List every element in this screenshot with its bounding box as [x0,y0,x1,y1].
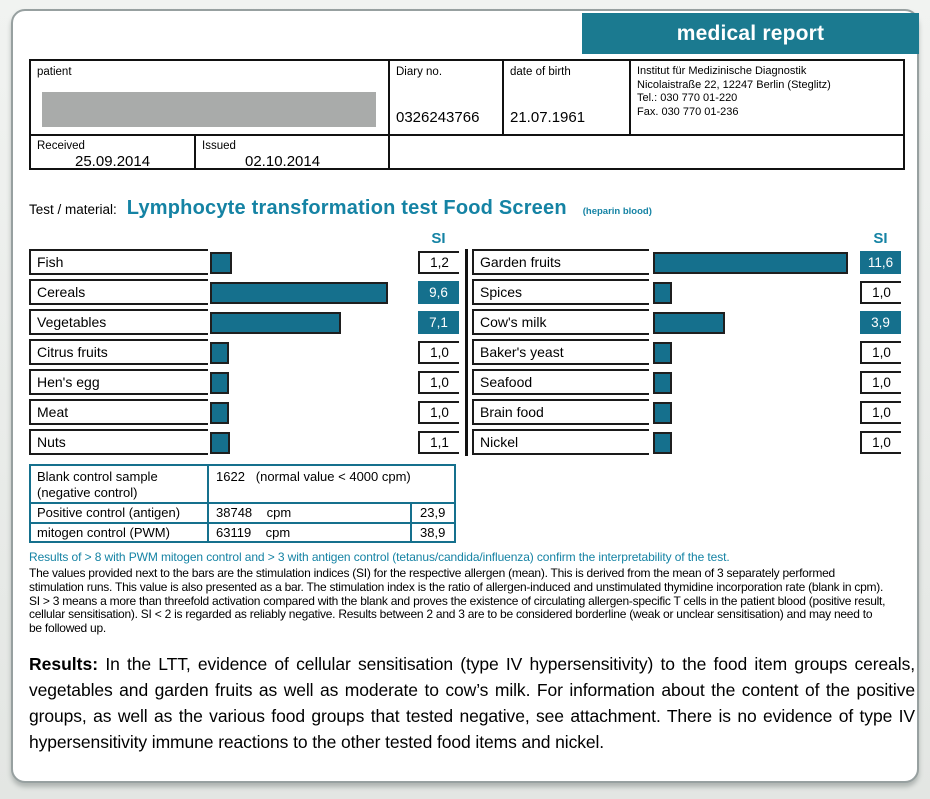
test-material-label: Test / material: [29,202,117,217]
mitogen-control-unit: cpm [265,525,291,540]
date-of-birth-label: date of birth [510,66,571,78]
blank-control-label-line1: Blank control sample [37,469,158,484]
si-bar [653,342,672,364]
si-bar [210,432,230,454]
issued-value: 02.10.2014 [245,153,321,170]
positive-control-value [216,505,291,520]
allergen-label: Citrus fruits [29,339,208,365]
mitogen-control-label: mitogen control (PWM) [37,525,170,540]
blank-control-label-line2: (negative control) [37,485,138,500]
si-header-right: SI [873,230,888,247]
results-text: In the LTT, evidence of cellular sensitisation (type IV hypersensitivity) to the food item groups cereals, vegetables and garden fruits as well as moderate to cow’s milk. For information about the content of the positive groups, as well as the various food groups that tested negative, see attachment. There is no evidence of type IV hypersensitivity immune reactions to the other tested food items and nickel. [29,654,916,752]
positive-control-cpm: 38748 [216,505,253,520]
chart-row [472,429,908,459]
si-bar [653,402,672,424]
positive-control-si: 23,9 [420,505,446,520]
si-bar [210,342,229,364]
chart-row [29,399,465,429]
mitogen-control-value [216,525,290,540]
blank-control-value [216,469,411,484]
allergen-label: Cow's milk [472,309,649,335]
test-specimen-note: (heparin blood) [582,206,652,217]
positive-control-label: Positive control (antigen) [37,505,181,520]
date-of-birth-value: 21.07.1961 [510,109,586,126]
results-label: Results: [29,654,99,674]
allergen-label: Meat [29,399,208,425]
allergen-label: Garden fruits [472,249,649,275]
si-bar [653,432,672,454]
allergen-label: Brain food [472,399,649,425]
institute-line: Fax. 030 770 01-236 [637,105,739,118]
results-paragraph [29,651,915,755]
test-material-line [29,197,652,220]
blank-control-normal-range: (normal value < 4000 cpm) [255,469,411,484]
test-title: Lymphocyte transformation test Food Screen [126,197,567,219]
received-label: Received [37,140,85,152]
si-bar [210,312,341,334]
chart-row [472,369,908,399]
positive-control-unit: cpm [266,505,292,520]
si-value: 1,0 [860,281,901,304]
allergen-label: Nickel [472,429,649,455]
report-card [11,9,919,783]
chart-row [29,309,465,339]
allergen-label: Baker's yeast [472,339,649,365]
si-bar [210,402,229,424]
mitogen-control-cpm: 63119 [216,525,252,540]
chart-row [29,369,465,399]
si-value: 1,0 [418,401,459,424]
si-bar [653,282,672,304]
interpretability-note: Results of > 8 with PWM mitogen control and > 3 with antigen control (tetanus/candida/influenza) confirm the interpretability of the test. [29,550,730,564]
si-bar [210,372,229,394]
chart-column-left [29,249,465,459]
si-value-positive: 7,1 [418,311,459,334]
chart-row [29,429,465,459]
patient-name-redacted-box [42,92,376,127]
chart-row [472,249,908,279]
patient-header-table [29,59,905,170]
table-divider [31,502,454,504]
si-value: 1,0 [860,371,901,394]
chart-row [472,399,908,429]
si-value: 1,2 [418,251,459,274]
si-value: 1,0 [860,431,901,454]
chart-row [29,249,465,279]
table-divider [410,502,412,541]
table-divider [31,522,454,524]
diary-no-value: 0326243766 [396,109,480,126]
allergen-label: Seafood [472,369,649,395]
table-divider [629,61,631,134]
allergen-label: Spices [472,279,649,305]
report-banner [582,13,919,54]
table-divider [502,61,504,134]
table-divider [194,136,196,168]
si-value-positive: 3,9 [860,311,901,334]
chart-row [472,339,908,369]
chart-row [472,309,908,339]
diary-no-label: Diary no. [396,66,443,78]
allergen-label: Fish [29,249,208,275]
si-value-positive: 9,6 [418,281,459,304]
si-bar [653,372,672,394]
chart-row [29,339,465,369]
si-bar [653,312,725,334]
institute-line: Tel.: 030 770 01-220 [637,92,738,104]
si-value: 1,1 [418,431,459,454]
si-bar [210,252,232,274]
table-divider [31,134,903,136]
institute-line: Nicolaistraße 22, 12247 Berlin (Steglitz) [637,78,831,91]
chart-column-divider [465,249,468,456]
issued-label: Issued [202,140,236,152]
chart-column-right [472,249,908,459]
allergen-label: Vegetables [29,309,208,335]
allergen-label: Cereals [29,279,208,305]
si-value: 1,0 [860,341,901,364]
blank-control-cpm: 1622 [216,469,245,484]
si-bar [210,282,388,304]
si-header-left: SI [431,230,446,247]
mitogen-control-si: 38,9 [420,525,446,540]
institute-line: Institut für Medizinische Diagnostik [637,65,807,77]
institute-address [637,65,901,119]
si-bar [653,252,848,274]
chart-row [29,279,465,309]
si-value-positive: 11,6 [860,251,901,274]
report-banner-title: medical report [676,21,825,45]
si-value: 1,0 [860,401,901,424]
si-value: 1,0 [418,371,459,394]
method-explanation-text: The values provided next to the bars are the stimulation indices (SI) for the respective allergen (mean). This is derived from the mean of 3 separately performed stimulation runs. This value is also presented as a bar. The stimulation index is the ratio of allergen-induced and unstimulated thymidine incorporation rate (blank in cpm). SI > 3 means a more than threefold activation compared with the blank and proves the existence of circulating allergen-specific T cells in the patient blood (positive result, cellular sensitisation). SI < 2 is regarded as reliably negative. Results between 2 and 3 are to be considered borderline (weak or unclear sensitisation) and may need to be followed up. [29,566,886,636]
received-value: 25.09.2014 [75,153,151,170]
si-value: 1,0 [418,341,459,364]
allergen-label: Nuts [29,429,208,455]
chart-row [472,279,908,309]
controls-table [29,464,456,543]
allergen-label: Hen's egg [29,369,208,395]
table-divider [388,61,390,168]
patient-label: patient [37,66,72,78]
